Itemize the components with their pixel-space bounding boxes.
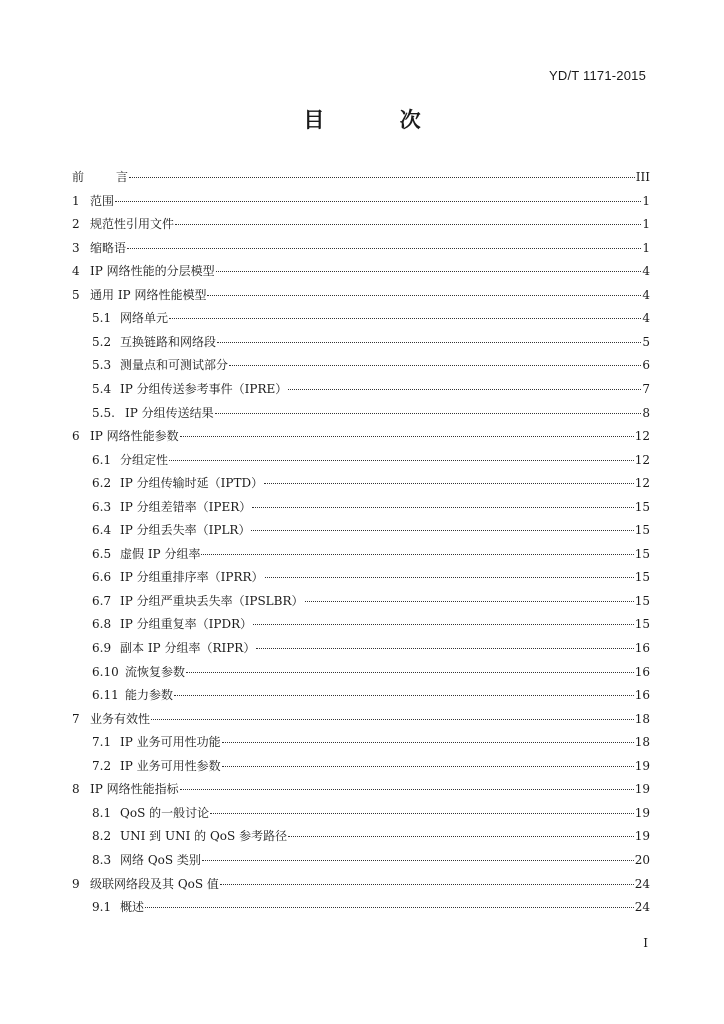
toc-entry-page: 15 — [634, 617, 650, 632]
toc-entry-page: 8 — [642, 405, 650, 420]
toc-entry-page: 16 — [634, 664, 650, 679]
toc-entry-page: 15 — [634, 523, 650, 538]
toc-entry-title: IP 网络性能指标 — [90, 782, 179, 797]
toc-entry — [92, 898, 650, 918]
toc-entry-title: 流恢复参数 — [125, 664, 186, 679]
toc-entry-number: 6.5 — [92, 546, 112, 561]
toc-entry-number: 5.1 — [92, 311, 112, 326]
toc-entry-page: 19 — [634, 829, 650, 844]
dot-leader — [175, 224, 641, 225]
toc-entry — [92, 804, 650, 824]
toc-entry — [92, 639, 650, 659]
toc-entry-page: 4 — [642, 287, 650, 302]
toc-entry — [92, 521, 650, 541]
toc-entry-page: 15 — [634, 499, 650, 514]
dot-leader — [145, 907, 634, 908]
toc-entry-number: 6.2 — [92, 476, 112, 491]
toc-entry-title: 能力参数 — [125, 688, 174, 703]
page-number: I — [643, 936, 648, 950]
toc-entry-number: 5.5. — [92, 405, 115, 420]
toc-entry — [72, 192, 650, 212]
dot-leader — [180, 436, 634, 437]
toc-entry-number: 1 — [72, 193, 80, 208]
toc-entry — [92, 663, 650, 683]
dot-leader — [256, 648, 633, 649]
toc-entry — [92, 404, 650, 424]
toc-entry-title: 副本 IP 分组率（RIPR） — [120, 641, 256, 655]
toc-entry-number: 6.4 — [92, 523, 112, 538]
dot-leader — [151, 719, 634, 720]
toc-entry-title: 互换链路和网络段 — [120, 334, 217, 349]
toc-entry-number: 6 — [72, 429, 80, 444]
toc-entry-page: 4 — [642, 264, 650, 279]
page-title: 目 次 — [303, 107, 455, 132]
toc-entry-title: 缩略语 — [90, 240, 127, 255]
dot-leader — [201, 554, 633, 555]
dot-leader — [220, 884, 634, 885]
toc-entry-title: IP 网络性能参数 — [90, 429, 179, 444]
toc-entry — [72, 710, 650, 730]
dot-leader — [129, 177, 635, 178]
toc-entry-title: IP 分组丢失率（IPLR） — [120, 523, 251, 538]
toc-entry-number: 8.3 — [92, 852, 112, 867]
toc-entry-page: 19 — [634, 805, 650, 820]
dot-leader — [251, 530, 633, 531]
toc-entry-page: III — [635, 170, 650, 184]
dot-leader — [186, 672, 634, 673]
toc-entry — [92, 333, 650, 353]
toc-entry-number: 5 — [72, 287, 80, 302]
toc-entry-number: 前 — [72, 170, 85, 184]
toc-entry-page: 16 — [634, 688, 650, 703]
toc-entry-number: 6.7 — [92, 593, 112, 608]
toc-entry-page: 5 — [642, 334, 650, 349]
toc-entry-title: IP 分组重排序率（IPRR） — [120, 570, 264, 585]
toc-entry-number: 8.2 — [92, 829, 112, 844]
dot-leader — [229, 365, 641, 366]
toc-entry — [92, 592, 650, 612]
toc-entry-number: 4 — [72, 264, 80, 279]
toc-entry-number: 7.2 — [92, 758, 112, 773]
dot-leader — [169, 318, 641, 319]
toc-entry-title: IP 业务可用性功能 — [120, 735, 221, 750]
toc-entry — [92, 309, 650, 329]
toc-entry-number: 6.10 — [92, 664, 119, 679]
toc-entry-number: 6.3 — [92, 499, 112, 514]
toc-entry — [92, 356, 650, 376]
toc-entry-page: 1 — [642, 217, 650, 232]
toc-entry-page: 20 — [634, 852, 650, 867]
dot-leader — [210, 813, 634, 814]
toc-entry-title: IP 分组差错率（IPER） — [120, 499, 252, 514]
toc-entry-page: 24 — [634, 900, 650, 915]
toc-entry-number: 2 — [72, 217, 80, 232]
toc-entry-page: 18 — [634, 711, 650, 726]
toc-entry-title: 网络 QoS 类别 — [120, 852, 201, 867]
toc-entry-page: 16 — [634, 641, 650, 655]
toc-entry-title: 级联网络段及其 QoS 值 — [90, 876, 219, 891]
toc-entry — [72, 286, 650, 306]
toc-entry-title: UNI 到 UNI 的 QoS 参考路径 — [120, 829, 288, 844]
standard-code: YD/T 1171-2015 — [549, 68, 646, 83]
dot-leader — [252, 507, 633, 508]
dot-leader — [222, 766, 634, 767]
toc-entry-number: 6.8 — [92, 617, 112, 632]
dot-leader — [288, 389, 641, 390]
dot-leader — [169, 460, 634, 461]
toc-entry-number: 8.1 — [92, 805, 112, 820]
toc-entry — [92, 615, 650, 635]
toc-entry — [92, 451, 650, 471]
toc-entry-page: 12 — [634, 429, 650, 444]
toc-entry-title: 业务有效性 — [90, 711, 151, 726]
dot-leader — [222, 742, 634, 743]
dot-leader — [216, 271, 642, 272]
toc-entry-title: IP 分组传送参考事件（IPRE） — [120, 381, 288, 396]
dot-leader — [207, 295, 641, 296]
toc-entry-page: 19 — [634, 758, 650, 773]
toc-entry-page: 4 — [642, 311, 650, 326]
toc-entry-number: 6.1 — [92, 452, 112, 467]
toc-entry-title: 范围 — [90, 193, 115, 208]
toc-entry-page: 7 — [642, 381, 650, 396]
toc-entry-title: QoS 的一般讨论 — [120, 805, 210, 820]
toc-entry-page: 12 — [634, 476, 650, 491]
toc-entry-title: 通用 IP 网络性能模型 — [90, 287, 207, 302]
toc-entry-number: 7 — [72, 711, 80, 726]
dot-leader — [174, 695, 634, 696]
toc-entry — [92, 851, 650, 871]
toc-entry-number: 8 — [72, 782, 80, 797]
toc-entry — [92, 545, 650, 565]
dot-leader — [202, 860, 634, 861]
toc-entry-title: IP 分组重复率（IPDR） — [120, 617, 253, 632]
dot-leader — [253, 624, 634, 625]
toc-entry-title: 规范性引用文件 — [90, 217, 175, 232]
toc-entry — [72, 239, 650, 259]
toc-entry-number: 6.9 — [92, 641, 112, 655]
toc-entry-title: IP 网络性能的分层模型 — [90, 264, 215, 279]
toc-entry — [92, 733, 650, 753]
toc-entry — [92, 827, 650, 847]
toc-entry-page: 18 — [634, 735, 650, 750]
toc-entry-page: 6 — [642, 358, 650, 373]
dot-leader — [288, 836, 634, 837]
dot-leader — [215, 413, 642, 414]
dot-leader — [264, 483, 634, 484]
toc-entry — [92, 380, 650, 400]
toc-entry-title: IP 业务可用性参数 — [120, 758, 221, 773]
toc-entry-number: 9.1 — [92, 900, 112, 915]
toc-entry-page: 12 — [634, 452, 650, 467]
toc-entry-title: 网络单元 — [120, 311, 169, 326]
toc-entry-number: 7.1 — [92, 735, 112, 750]
toc-entry-number: 3 — [72, 240, 80, 255]
dot-leader — [305, 601, 634, 602]
toc-entry-title: 测量点和可测试部分 — [120, 358, 229, 373]
toc-entry-page: 15 — [634, 546, 650, 561]
toc-entry-page: 19 — [634, 782, 650, 797]
dot-leader — [265, 577, 634, 578]
toc-entry-page: 15 — [634, 570, 650, 585]
toc-entry-title: 分组定性 — [120, 452, 169, 467]
toc-entry — [92, 757, 650, 777]
dot-leader — [180, 789, 634, 790]
toc-entry-number: 5.4 — [92, 381, 112, 396]
toc-entry — [92, 686, 650, 706]
toc-entry-page: 24 — [634, 876, 650, 891]
toc-entry-number: 5.3 — [92, 358, 112, 373]
toc-entry-page: 15 — [634, 593, 650, 608]
toc-entry-title: 概述 — [120, 900, 145, 915]
toc-entry-number: 9 — [72, 876, 80, 891]
toc-entry — [92, 474, 650, 494]
dot-leader — [115, 201, 641, 202]
dot-leader — [127, 248, 641, 249]
toc-entry-number: 6.11 — [92, 688, 119, 703]
toc-entry — [72, 780, 650, 800]
toc-entry-title: IP 分组传送结果 — [125, 405, 214, 420]
toc-entry — [92, 498, 650, 518]
toc-entry — [72, 215, 650, 235]
toc-entry-title: 虚假 IP 分组率 — [120, 546, 201, 561]
toc-entry-page: 1 — [642, 240, 650, 255]
toc-entry-number: 6.6 — [92, 570, 112, 585]
toc-entry-title: IP 分组严重块丢失率（IPSLBR） — [120, 593, 304, 608]
toc-entry — [72, 262, 650, 282]
toc-entry-title: 言 — [116, 170, 129, 184]
toc-entry-number: 5.2 — [92, 334, 112, 349]
toc-entry-title: IP 分组传输时延（IPTD） — [120, 476, 264, 491]
toc-entry — [72, 875, 650, 895]
dot-leader — [217, 342, 641, 343]
toc-entry-page: 1 — [642, 193, 650, 208]
toc-entry — [92, 568, 650, 588]
toc-entry — [72, 168, 650, 188]
toc-entry — [72, 427, 650, 447]
